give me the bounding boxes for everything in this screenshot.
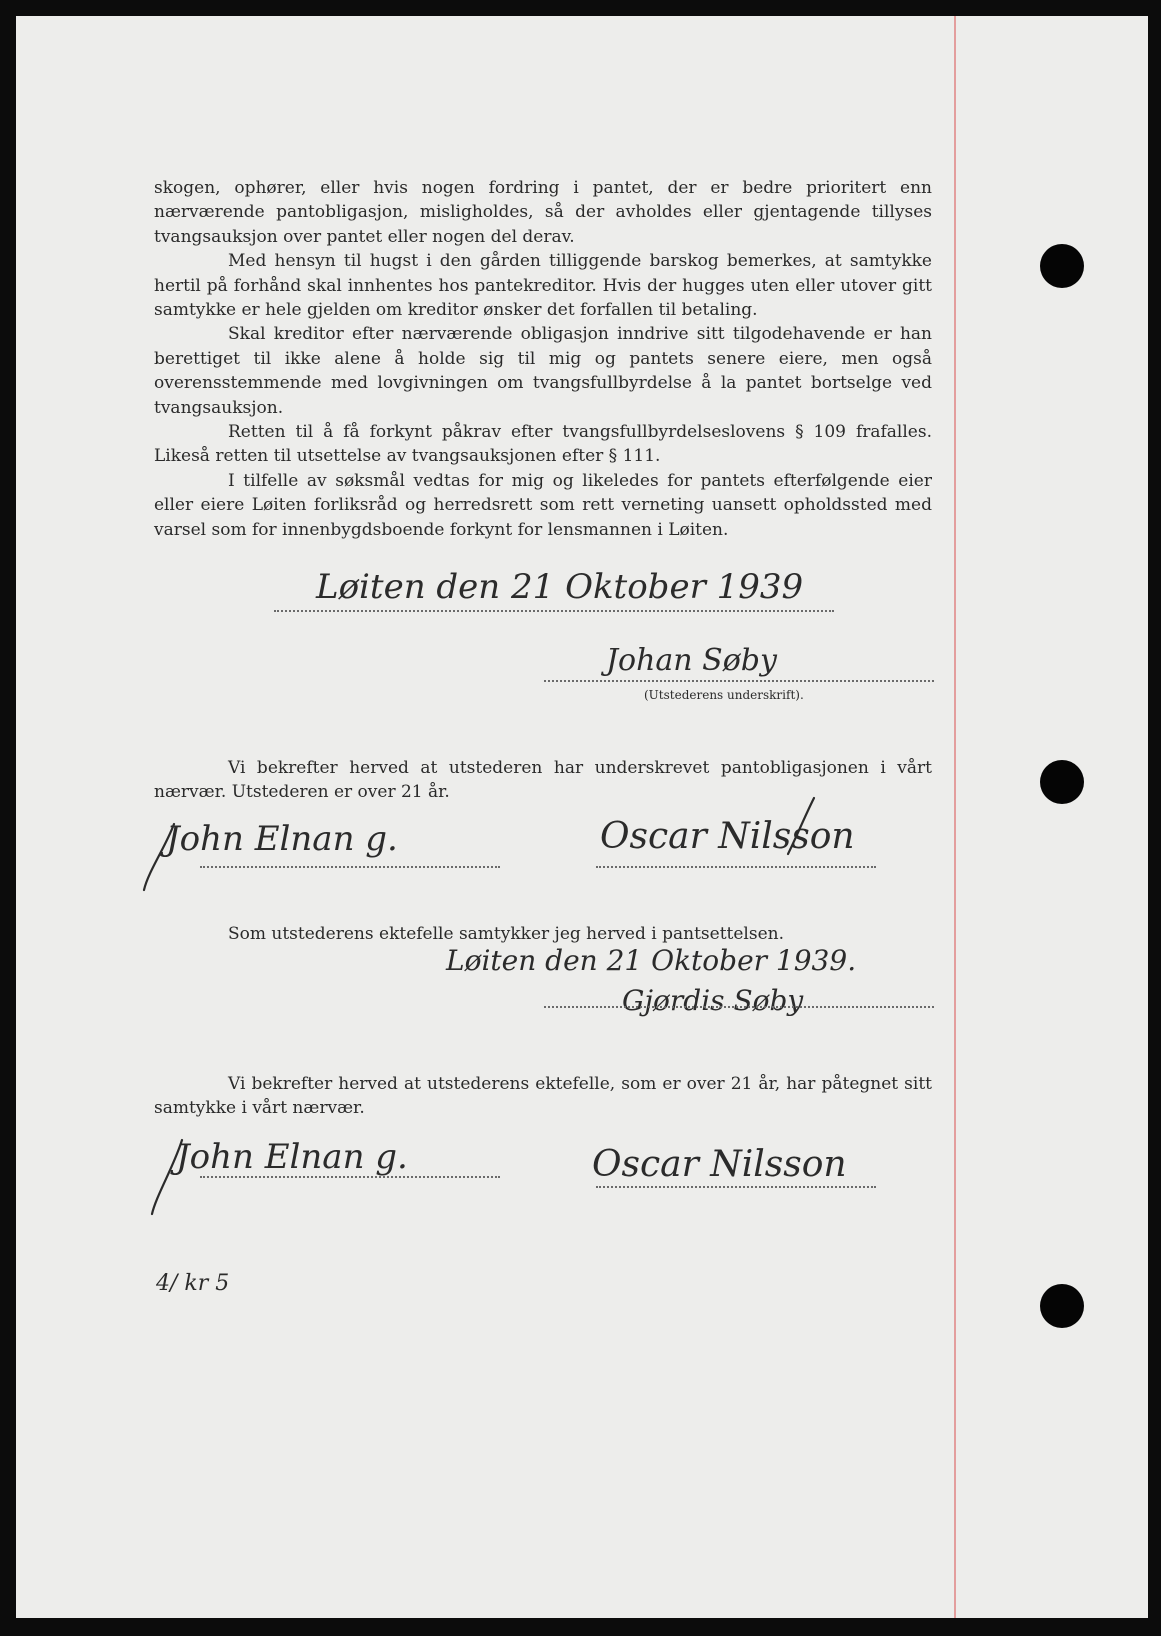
paragraph: Vi bekrefter herved at utstederens ektefelle, som er over 21 år, har påtegnet sitt samtykke i vårt nærvær. — [154, 1074, 932, 1119]
margin-rule — [954, 16, 956, 1618]
place-date-line — [274, 610, 834, 612]
svg-text:John Elnan g.: John Elnan g. — [166, 819, 398, 859]
spouse-handwritten-place-date — [436, 938, 896, 982]
handwritten-place-date — [296, 564, 816, 614]
issuer-signature — [596, 634, 856, 694]
spouse-consent: Som utstederens ektefelle samtykker jeg herved i pantsettelsen. — [228, 924, 784, 944]
svg-text:Løiten den 21 Oktober 1939: Løiten den 21 Oktober 1939 — [316, 567, 804, 607]
document-page — [16, 16, 1148, 1618]
svg-text:Oscar Nilsson: Oscar Nilsson — [600, 816, 855, 857]
svg-text:Johan Søby: Johan Søby — [606, 643, 777, 678]
paragraph: Vi bekrefter herved at utstederen har underskrevet pantobligasjonen i vårt nærvær. Utstederen er over 21 år. — [154, 758, 932, 803]
witness-2-signature — [592, 792, 922, 872]
svg-text:John Elnan g.: John Elnan g. — [176, 1137, 408, 1177]
svg-text:Oscar Nilsson: Oscar Nilsson — [592, 1144, 847, 1185]
svg-text:Løiten den 21 Oktober 1939.: Løiten den 21 Oktober 1939. — [446, 944, 857, 977]
paragraph: I tilfelle av søksmål vedtas for mig og likeledes for pantets efterfølgende eier eller eiere Løiten forliksråd og herredsrett som rett verneting uansett opholdssted med varsel som for innenbygdsboende forkynt for lensmannen i Løiten. — [154, 470, 932, 540]
punch-hole — [1040, 244, 1084, 288]
witness-2-line — [596, 866, 876, 868]
deed-text — [154, 176, 932, 542]
issuer-caption: (Utstederens underskrift). — [644, 688, 804, 702]
paragraph: skogen, ophører, eller hvis nogen fordring i pantet, der er bedre prioritert enn nærværende pantobligasjon, misligholdes, så der avholdes eller gjentagende tillyses tvangsauksjon over pantet eller nogen del derav. — [154, 178, 932, 247]
paragraph: Med hensyn til hugst i den gården tilliggende barskog bemerkes, at samtykke hertil på forhånd skal innhentes hos pantekreditor. Hvis der hugges uten eller utover gitt samtykke er hele gjelden om kreditor ønsker det forfallen til betaling. — [154, 251, 932, 321]
witness-statement-2 — [154, 1072, 932, 1121]
issuer-signature-line — [544, 680, 934, 682]
svg-text:Gjørdis Søby: Gjørdis Søby — [622, 984, 804, 1017]
spouse-signature — [612, 980, 892, 1036]
witness-1-line — [200, 866, 500, 868]
witness-3-line — [200, 1176, 500, 1178]
punch-hole — [1040, 760, 1084, 804]
witness-4-signature — [584, 1132, 914, 1202]
paragraph: Skal kreditor efter nærværende obligasjon inndrive sitt tilgodehavende er han berettiget til ikke alene å holde sig til mig og pantets senere eiere, men også overensstemmende med lovgivningen om tvangsfullbyrdelse å la pantet bortselge ved tvangsauksjon. — [154, 324, 932, 418]
paragraph: Retten til å få forkynt påkrav efter tvangsfullbyrdelseslovens § 109 frafalles. Likeså retten til utsettelse av tvangsauksjonen efter § 111. — [154, 422, 932, 467]
punch-hole — [1040, 1284, 1084, 1328]
witness-1-signature — [126, 806, 506, 906]
spouse-signature-line — [544, 1006, 934, 1008]
margin-note — [146, 1238, 230, 1318]
witness-4-line — [596, 1186, 876, 1188]
svg-text:4/ kr 5: 4/ kr 5 — [156, 1271, 230, 1296]
